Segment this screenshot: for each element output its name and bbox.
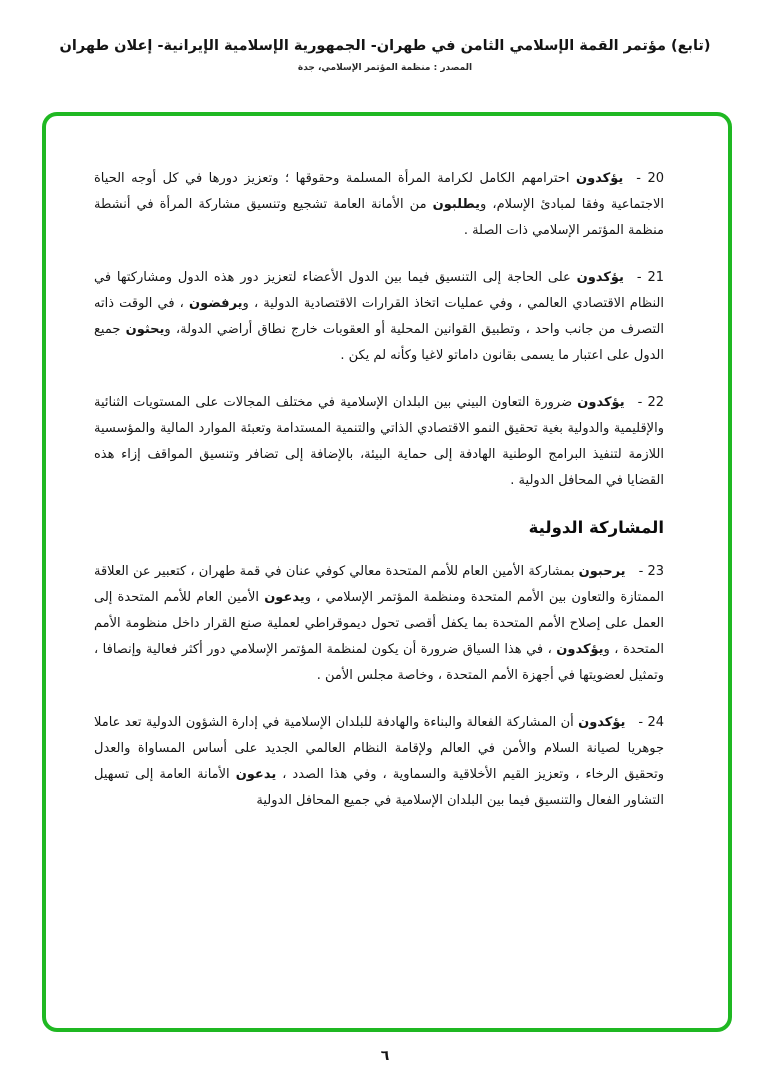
- header-title: (تابع) مؤتمر القمة الإسلامي الثامن في طهران- الجمهورية الإسلامية الإيرانية- إعلان طهران: [59, 38, 711, 54]
- text-run-bold: يؤكدون: [556, 642, 604, 657]
- paragraph-24: [94, 710, 664, 814]
- paragraph-list: [94, 166, 664, 814]
- text-run: احترامهم الكامل لكرامة المرأة المسلمة وحقوقها ؛ وتعزيز دورها في كل أوجه الحياة الاجتماعية وفقا لمبادئ الإسلام، و: [94, 171, 665, 212]
- page-number: ٦: [380, 1048, 390, 1064]
- text-run-bold: يؤكدون: [577, 395, 625, 410]
- text-run-bold: يؤكدون: [576, 270, 624, 285]
- text-run-bold: يرفضون: [189, 296, 243, 311]
- section-heading: المشاركة الدولية: [528, 518, 664, 537]
- paragraph-22: [94, 390, 664, 494]
- text-run-bold: يدعون: [235, 767, 277, 782]
- text-run-bold: يحثون: [125, 322, 165, 337]
- paragraph-21: [94, 265, 664, 369]
- text-run-bold: يدعون: [264, 590, 305, 605]
- text-run: ، في الوقت ذاته التصرف من جانب واحد ، وتطبيق القوانين المحلية أو العقوبات خارج نطاق أراضي الدولة، و: [94, 296, 664, 337]
- paragraph-23: [94, 559, 664, 689]
- text-run-bold: يؤكدون: [578, 715, 626, 730]
- text-run-bold: يرحبون: [578, 564, 626, 579]
- paragraph-number: 21 -: [636, 270, 665, 285]
- text-run: بمشاركة الأمين العام للأمم المتحدة معالي كوفي عنان في قمة طهران ، كتعبير عن العلاقة الممتازة والتعاون بين الأمم المتحدة ومنظمة المؤتمر الإسلامي ، و: [94, 564, 664, 605]
- text-run: ، في هذا السياق ضرورة أن يكون لمنظمة المؤتمر الإسلامي دور أكثر فعالية وإنصافا ، وتمثيل لعضويتها في أجهزة الأمم المتحدة ، وخاصة مجلس الأمن .: [94, 642, 664, 683]
- header-source-line: المصدر : منظمة المؤتمر الإسلامي، جدة: [297, 63, 473, 73]
- paragraph-number: 23 -: [638, 564, 664, 579]
- paragraph-number: 22 -: [637, 395, 664, 410]
- text-run-bold: يطلبون: [432, 197, 481, 212]
- paragraph-number: 20 -: [636, 171, 664, 186]
- text-run: الأمانة العامة إلى تسهيل التشاور الفعال والتنسيق فيما بين البلدان الإسلامية في جميع المحافل الدولية: [94, 767, 664, 808]
- text-run: الأمين العام للأمم المتحدة إلى العمل على إصلاح الأمم المتحدة بما يكفل أقصى تحول ديموقراطي لعملية صنع القرار داخل منظومة الأمم المتحدة ، و: [94, 590, 664, 657]
- paragraph-20: [94, 166, 664, 244]
- text-run: ضرورة التعاون البيني بين البلدان الإسلامية في مختلف المجالات على المستويات الثنائية والإقليمية والدولية بغية تحقيق النمو الاقتصادي الذاتي والتنمية المستدامة وتعبئة الموارد المالية والمؤسسية اللازمة لتنفيذ البرامج الوطنية الهادفة إلى حماية البيئة، بالإضافة إلى تضافر وتنسيق المواقف إزاء هذه القضايا في المحافل الدولية .: [94, 395, 664, 488]
- text-run: من الأمانة العامة تشجيع وتنسيق مشاركة المرأة في أنشطة منظمة المؤتمر الإسلامي ذات الصلة .: [94, 197, 664, 238]
- text-run-bold: يؤكدون: [575, 171, 624, 186]
- text-run: على الحاجة إلى التنسيق فيما بين الدول الأعضاء لتعزيز دور هذه الدول ومشاركتها في النظام الاقتصادي العالمي ، وفي عمليات اتخاذ القرارات الاقتصادية الدولية ، و: [94, 270, 664, 311]
- document-header: [0, 0, 770, 73]
- paragraph-number: 24 -: [638, 715, 664, 730]
- content-border-box: [42, 112, 732, 1032]
- text-run: أن المشاركة الفعالة والبناءة والهادفة للبلدان الإسلامية في إدارة الشؤون الدولية تعد عاملا جوهريا لصيانة السلام والأمن في العالم ولإقامة النظام العالمي الجديد على أساس المساواة والعدل وتحقيق الرخاء ، وتعزيز القيم الأخلاقية والسماوية ، وفي هذا الصدد ،: [94, 715, 664, 782]
- text-run: جميع الدول على اعتبار ما يسمى بقانون داماتو لاغيا وكأنه لم يكن .: [94, 322, 664, 363]
